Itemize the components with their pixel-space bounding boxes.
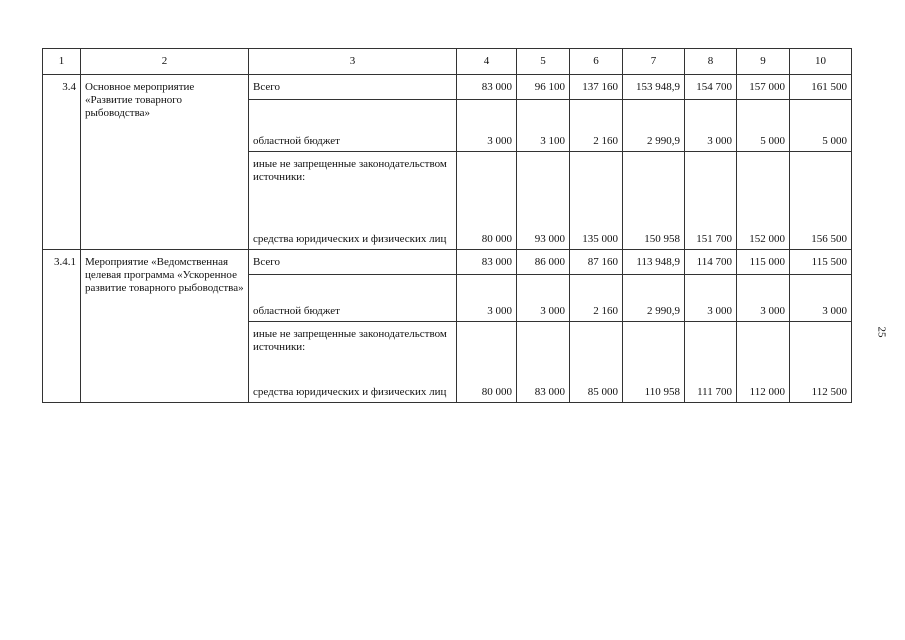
value-cell: 115 000 — [737, 250, 790, 275]
source-label: иные не запрещенные законодательством источники: — [253, 328, 447, 353]
value-cell: 2 990,9 — [623, 100, 685, 152]
header-cell: 9 — [737, 49, 790, 75]
value-cell: 86 000 — [517, 250, 570, 275]
value-cell: 80 000 — [457, 152, 517, 250]
value-cell: 112 000 — [737, 322, 790, 403]
table-row — [43, 250, 852, 275]
source-label: Всего — [249, 75, 457, 100]
table-row — [43, 75, 852, 100]
value-cell: 115 500 — [790, 250, 852, 275]
value-cell: 2 160 — [570, 275, 623, 322]
budget-table — [42, 48, 852, 403]
value-cell: 113 948,9 — [623, 250, 685, 275]
header-cell: 3 — [249, 49, 457, 75]
value-cell: 110 958 — [623, 322, 685, 403]
value-cell: 114 700 — [685, 250, 737, 275]
row-code: 3.4.1 — [43, 250, 81, 403]
header-cell: 4 — [457, 49, 517, 75]
value-cell: 2 160 — [570, 100, 623, 152]
value-cell: 5 000 — [790, 100, 852, 152]
value-cell: 3 000 — [457, 100, 517, 152]
source-sublabel: средства юридических и физических лиц — [253, 233, 447, 245]
source-label: Всего — [249, 250, 457, 275]
value-cell: 3 000 — [517, 275, 570, 322]
value-cell: 154 700 — [685, 75, 737, 100]
value-cell: 153 948,9 — [623, 75, 685, 100]
header-cell: 7 — [623, 49, 685, 75]
source-cell — [249, 322, 457, 403]
value-cell: 83 000 — [457, 250, 517, 275]
value-cell: 151 700 — [685, 152, 737, 250]
value-cell: 83 000 — [457, 75, 517, 100]
value-cell: 96 100 — [517, 75, 570, 100]
value-cell: 156 500 — [790, 152, 852, 250]
value-cell: 111 700 — [685, 322, 737, 403]
value-cell: 80 000 — [457, 322, 517, 403]
value-cell: 3 000 — [685, 100, 737, 152]
source-sublabel: средства юридических и физических лиц — [253, 386, 447, 398]
source-label: областной бюджет — [249, 275, 457, 322]
value-cell: 135 000 — [570, 152, 623, 250]
header-cell: 1 — [43, 49, 81, 75]
value-cell: 3 000 — [790, 275, 852, 322]
value-cell: 3 000 — [737, 275, 790, 322]
row-name: Основное мероприятие «Развитие товарного рыбоводства» — [81, 75, 249, 250]
row-code: 3.4 — [43, 75, 81, 250]
value-cell: 5 000 — [737, 100, 790, 152]
value-cell: 161 500 — [790, 75, 852, 100]
header-cell: 10 — [790, 49, 852, 75]
value-cell: 93 000 — [517, 152, 570, 250]
header-row — [43, 49, 852, 75]
row-name: Мероприятие «Ведомственная целевая программа «Ускоренное развитие товарного рыбоводства» — [81, 250, 249, 403]
header-cell: 2 — [81, 49, 249, 75]
value-cell: 157 000 — [737, 75, 790, 100]
value-cell: 152 000 — [737, 152, 790, 250]
value-cell: 112 500 — [790, 322, 852, 403]
header-cell: 8 — [685, 49, 737, 75]
source-cell — [249, 152, 457, 250]
value-cell: 2 990,9 — [623, 275, 685, 322]
value-cell: 150 958 — [623, 152, 685, 250]
value-cell: 83 000 — [517, 322, 570, 403]
value-cell: 137 160 — [570, 75, 623, 100]
value-cell: 85 000 — [570, 322, 623, 403]
source-label: областной бюджет — [249, 100, 457, 152]
value-cell: 3 000 — [457, 275, 517, 322]
page-number: 25 — [875, 326, 888, 338]
value-cell: 87 160 — [570, 250, 623, 275]
value-cell: 3 100 — [517, 100, 570, 152]
value-cell: 3 000 — [685, 275, 737, 322]
header-cell: 6 — [570, 49, 623, 75]
source-label: иные не запрещенные законодательством источники: — [253, 158, 447, 183]
header-cell: 5 — [517, 49, 570, 75]
